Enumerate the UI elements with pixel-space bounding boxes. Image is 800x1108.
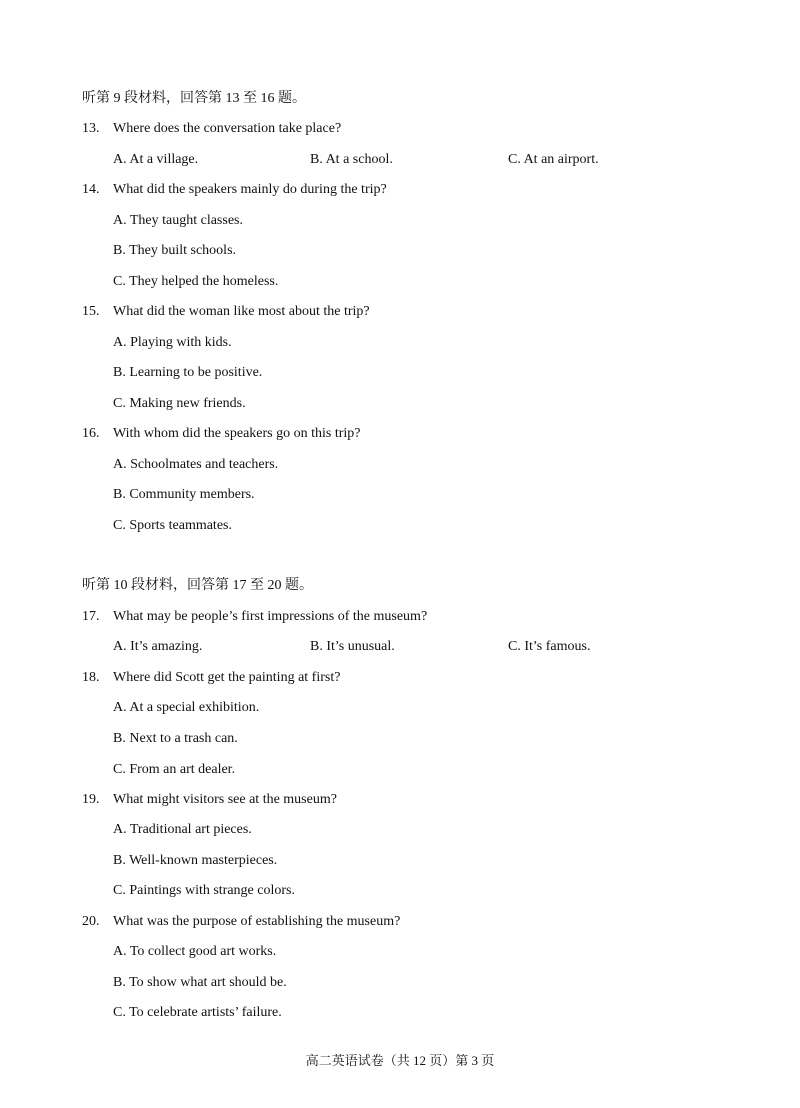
option-a: A. At a special exhibition. — [113, 700, 260, 715]
option-c: C. Paintings with strange colors. — [113, 883, 295, 898]
question-number: 16. — [82, 426, 100, 441]
question-number: 15. — [82, 304, 100, 319]
option-a: A. Traditional art pieces. — [113, 822, 252, 837]
question-text: What did the speakers mainly do during the trip? — [113, 182, 387, 197]
option-c: C. At an airport. — [508, 152, 599, 167]
option-b: B. Learning to be positive. — [113, 365, 263, 380]
question-text: Where did Scott get the painting at first? — [113, 670, 341, 685]
section-heading-9: 听第 9 段材料，回答第 13 至 16 题。 — [82, 91, 306, 106]
option-c: C. Making new friends. — [113, 396, 246, 411]
question-number: 13. — [82, 121, 100, 136]
option-b: B. Community members. — [113, 487, 255, 502]
question-text: What might visitors see at the museum? — [113, 792, 337, 807]
question-text: What may be people’s first impressions of the museum? — [113, 609, 428, 624]
page-footer: 高二英语试卷（共 12 页）第 3 页 — [305, 1053, 495, 1068]
question-text: What was the purpose of establishing the museum? — [113, 914, 401, 929]
option-a: A. At a village. — [113, 152, 199, 167]
question-text: What did the woman like most about the trip? — [113, 304, 370, 319]
option-b: B. Next to a trash can. — [113, 731, 238, 746]
option-a: A. To collect good art works. — [113, 944, 277, 959]
question-number: 17. — [82, 609, 100, 624]
question-number: 19. — [82, 792, 100, 807]
option-a: A. Schoolmates and teachers. — [113, 457, 279, 472]
option-b: B. At a school. — [310, 152, 393, 167]
option-b: B. They built schools. — [113, 243, 237, 258]
option-c: C. To celebrate artists’ failure. — [113, 1005, 282, 1020]
option-a: A. They taught classes. — [113, 213, 243, 228]
option-a: A. Playing with kids. — [113, 335, 232, 350]
option-b: B. It’s unusual. — [310, 639, 395, 654]
question-number: 18. — [82, 670, 100, 685]
question-text: Where does the conversation take place? — [113, 121, 342, 136]
option-c: C. It’s famous. — [508, 639, 591, 654]
section-heading-10: 听第 10 段材料，回答第 17 至 20 题。 — [82, 578, 313, 593]
option-c: C. Sports teammates. — [113, 518, 232, 533]
question-number: 20. — [82, 914, 100, 929]
option-a: A. It’s amazing. — [113, 639, 203, 654]
option-b: B. Well-known masterpieces. — [113, 853, 278, 868]
option-c: C. From an art dealer. — [113, 762, 236, 777]
option-c: C. They helped the homeless. — [113, 274, 279, 289]
question-number: 14. — [82, 182, 100, 197]
question-text: With whom did the speakers go on this trip? — [113, 426, 361, 441]
option-b: B. To show what art should be. — [113, 975, 287, 990]
